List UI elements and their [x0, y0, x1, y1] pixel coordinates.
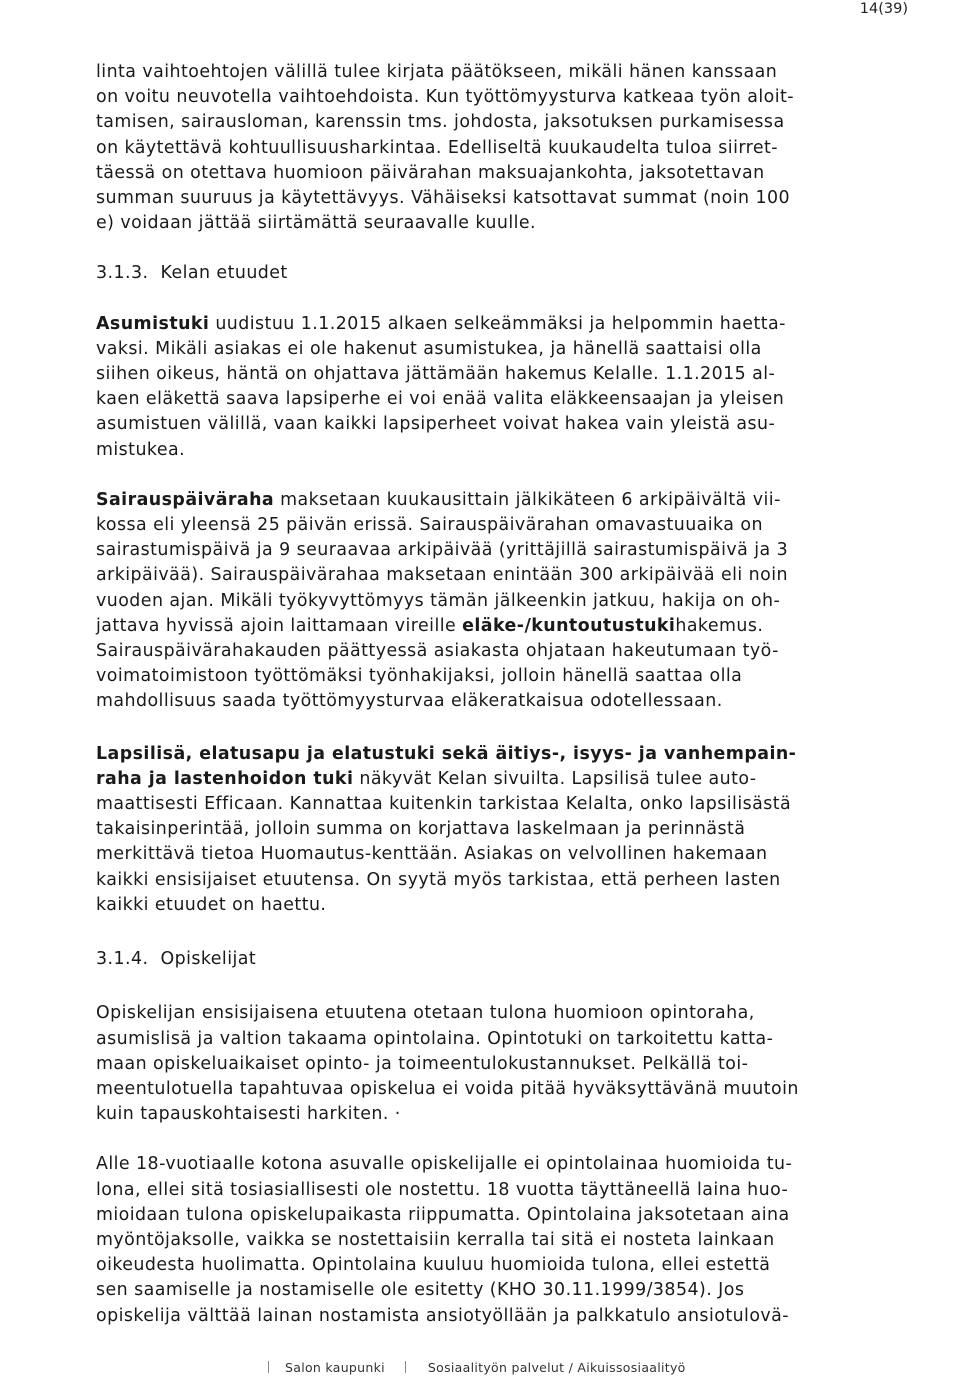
- text-line: kaikki etuudet on haettu.: [96, 894, 327, 915]
- section-title: Opiskelijat: [160, 949, 257, 970]
- text-line: mioidaan tulona opiskelupaikasta riippumatta. Opintolaina jaksotetaan aina: [96, 1204, 790, 1225]
- text-line: e) voidaan jättää siirtämättä seuraavalle kuulle.: [96, 213, 537, 234]
- text-span: maksetaan kuukausittain jälkikäteen 6 arkipäivältä vii-: [274, 489, 781, 510]
- text-span: hakemus.: [675, 615, 764, 636]
- term-elake-kuntoutustuki: eläke-/kuntoutustuki: [462, 615, 676, 636]
- opiskelijat-paragraph-2: [96, 1152, 906, 1328]
- text-line: siihen oikeus, häntä on ohjattava jättämään hakemus Kelalle. 1.1.2015 al-: [96, 364, 776, 385]
- text-line: asumistuen välillä, vaan kaikki lapsiperheet voivat hakea vain yleistä asu-: [96, 414, 776, 435]
- text-line: mistukea.: [96, 439, 186, 460]
- text-line: sairastumispäivä ja 9 seuraavaa arkipäivää (yrittäjillä sairastumispäivä ja 3: [96, 540, 789, 561]
- text-line: merkittävä tietoa Huomautus-kenttään. Asiakas on velvollinen hakemaan: [96, 844, 768, 865]
- text-span: jattava hyvissä ajoin laittamaan vireille: [96, 615, 463, 636]
- text-line: kaikki ensisijaiset etuutensa. On syytä myös tarkistaa, että perheen lasten: [96, 869, 781, 890]
- text-line: Alle 18-vuotiaalle kotona asuvalle opiskelijalle ei opintolainaa huomioida tu-: [96, 1154, 793, 1175]
- text-line: Opiskelijan ensisijaisena etuutena otetaan tulona huomioon opintoraha,: [96, 1003, 755, 1024]
- text-line: [96, 767, 906, 792]
- text-line: vuoden ajan. Mikäli työkyvyttömyys tämän jälkeenkin jatkuu, hakija on oh-: [96, 590, 781, 611]
- text-line: [96, 742, 906, 767]
- text-line: kaen eläkettä saava lapsiperhe ei voi enää valita eläkkeensaajan ja yleisen: [96, 389, 785, 410]
- text-line: kossa eli yleensä 25 päivän erissä. Sairauspäivärahan omavastuuaika on: [96, 515, 763, 536]
- footer-department: Sosiaalityön palvelut / Aikuissosiaalityö: [427, 1360, 686, 1375]
- text-line: [96, 614, 906, 639]
- text-line: arkipäivää). Sairauspäivärahaa maksetaan enintään 300 arkipäivää eli noin: [96, 565, 788, 586]
- section-number: 3.1.4.: [96, 949, 149, 970]
- text-line: takaisinperintää, jolloin summa on korjattava laskelmaan ja perinnästä: [96, 819, 746, 840]
- section-number: 3.1.3.: [96, 263, 149, 284]
- footer-divider: [268, 1361, 269, 1373]
- lapsilisa-paragraph: [96, 742, 906, 918]
- section-heading-kelan-etuudet: [96, 261, 906, 286]
- intro-paragraph: [96, 60, 906, 236]
- text-line: asumislisä ja valtion takaama opintolaina. Opintotuki on tarkoitettu katta-: [96, 1028, 774, 1049]
- term-lastenhoidon-tuki: raha ja lastenhoidon tuki: [96, 768, 354, 789]
- text-span: uudistuu 1.1.2015 alkaen selkeämmäksi ja helpommin haetta-: [209, 313, 786, 334]
- text-line: linta vaihtoehtojen välillä tulee kirjata päätökseen, mikäli hänen kanssaan: [96, 62, 778, 82]
- text-line: täessä on otettava huomioon päivärahan maksuajankohta, jaksotettavan: [96, 162, 765, 183]
- page-footer: [268, 1360, 686, 1375]
- section-heading-opiskelijat: [96, 947, 906, 972]
- text-line: voimatoimistoon työttömäksi työnhakijaksi, jolloin hänellä saattaa olla: [96, 666, 743, 687]
- text-line: mahdollisuus saada työttömyysturvaa eläkeratkaisua odotellessaan.: [96, 691, 723, 712]
- text-line: maan opiskeluaikaiset opinto- ja toimeentulokustannukset. Pelkällä toi-: [96, 1053, 749, 1074]
- text-line: [96, 488, 906, 513]
- sairauspaivaraha-paragraph: [96, 488, 906, 715]
- opiskelijat-paragraph-1: [96, 1001, 906, 1127]
- text-line: lona, ellei sitä tosiasiallisesti ole nostettu. 18 vuotta täyttäneellä laina huo-: [96, 1179, 789, 1200]
- text-line: tamisen, sairausloman, karenssin tms. johdosta, jaksotuksen purkamisessa: [96, 112, 785, 133]
- text-line: kuin tapauskohtaisesti harkiten. ·: [96, 1104, 401, 1125]
- footer-divider: [405, 1361, 406, 1373]
- term-asumistuki: Asumistuki: [96, 313, 210, 334]
- text-line: Sairauspäivärahakauden päättyessä asiakasta ohjataan hakeutumaan työ-: [96, 641, 779, 662]
- text-line: summan suuruus ja käytettävyys. Vähäiseksi katsottavat summat (noin 100: [96, 188, 791, 209]
- text-line: on voitu neuvotella vaihtoehdoista. Kun työttömyysturva katkeaa työn aloit-: [96, 87, 794, 108]
- document-body: [96, 60, 906, 1329]
- term-sairauspaivaraha: Sairauspäiväraha: [96, 489, 275, 510]
- footer-organization: Salon kaupunki: [285, 1360, 385, 1375]
- text-line: [96, 312, 906, 337]
- asumistuki-paragraph: [96, 312, 906, 463]
- text-line: on käytettävä kohtuullisuusharkintaa. Edelliseltä kuukaudelta tuloa siirret-: [96, 137, 779, 158]
- page-number: 14(39): [859, 1, 908, 17]
- text-line: maattisesti Efficaan. Kannattaa kuitenkin tarkistaa Kelalta, onko lapsilisästä: [96, 794, 792, 815]
- text-line: myöntöjaksolle, vaikka se nostettaisiin kerralla tai sitä ei nosteta lainkaan: [96, 1229, 775, 1250]
- text-line: meentulotuella tapahtuvaa opiskelua ei voida pitää hyväksyttävänä muutoin: [96, 1078, 799, 1099]
- text-line: vaksi. Mikäli asiakas ei ole hakenut asumistukea, ja hänellä saattaisi olla: [96, 338, 762, 359]
- section-title: Kelan etuudet: [160, 263, 288, 284]
- text-line: opiskelija välttää lainan nostamista ansiotyöllään ja palkkatulo ansiotulovä-: [96, 1305, 790, 1326]
- text-line: oikeudesta huolimatta. Opintolaina kuuluu huomioida tulona, ellei estettä: [96, 1255, 771, 1276]
- text-span: näkyvät Kelan sivuilta. Lapsilisä tulee auto-: [353, 768, 757, 789]
- text-line: sen saamiselle ja nostamiselle ole esitetty (KHO 30.11.1999/3854). Jos: [96, 1280, 745, 1301]
- term-lapsilisa: Lapsilisä, elatusapu ja elatustuki sekä äitiys-, isyys- ja vanhempain-: [96, 743, 797, 764]
